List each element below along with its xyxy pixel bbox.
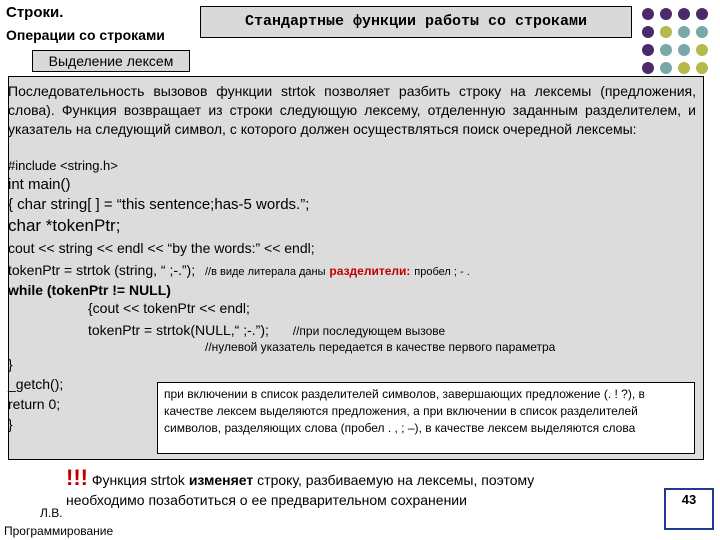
std-functions-banner: Стандартные функции работы со строками [200, 6, 632, 38]
note-box: при включении в список разделителей символов, завершающих предложение (. ! ?), в качестве лексем выделяются предложения, а при включении в список разделителей символов, разделяющих слова (пробел . , ; –), в качестве лексем выделяются слова [157, 382, 695, 454]
author-initials: Л.В. [40, 506, 63, 520]
decorative-dot [660, 26, 672, 38]
code-decl: { char string[ ] = “this sentence;has-5 words.”; [8, 196, 310, 213]
lexem-label-box: Выделение лексем [32, 50, 190, 72]
comment3: //нулевой указатель передается в качестве первого параметра [205, 340, 556, 354]
decorative-dot [678, 26, 690, 38]
decorative-dot [642, 8, 654, 20]
decorative-dot [696, 26, 708, 38]
comment1-red: разделители: [329, 264, 411, 278]
code-cout2: {cout << tokenPtr << endl; [88, 300, 250, 316]
bottom-text1: Функция strtok [91, 472, 185, 488]
footer-label: Программирование [4, 524, 114, 538]
decorative-dot [678, 8, 690, 20]
code-getch: _getch(); [8, 376, 64, 392]
bottom-text1b: изменяет [188, 472, 254, 488]
decorative-dot [696, 44, 708, 56]
decorative-dot [642, 26, 654, 38]
decorative-dot [696, 62, 708, 74]
code-ptr: char *tokenPtr; [8, 216, 121, 235]
code-main: int main() [8, 176, 71, 193]
description-paragraph: Последовательность вызовов функции strtok позволяет разбить строку на лексемы (предложения, слова). Функция возвращает из строки следующую лексему, отделенную заданным разделителем, и указатель на следующий символ, с которого должен осуществляться поиск очередной лексемы: [8, 83, 696, 137]
code-strtok1 [8, 262, 470, 278]
page-number-badge [664, 488, 714, 530]
code-return: return 0; [8, 396, 61, 412]
code-close1: } [8, 356, 13, 372]
bottom-note [66, 465, 636, 528]
strtok2-text: tokenPtr = strtok(NULL,“ ;-.”); [88, 322, 269, 338]
code-include: #include <string.h> [8, 158, 118, 173]
code-strtok2 [88, 322, 445, 338]
strtok1-text: tokenPtr = strtok (string, “ ;-.”); [8, 262, 196, 278]
code-cout1: cout << string << endl << “by the words:” << endl; [8, 240, 315, 256]
decorative-dot [660, 62, 672, 74]
decorative-dot [660, 8, 672, 20]
page-number: 43 [681, 492, 697, 507]
comment1: //в виде литерала даны [204, 266, 326, 278]
decorative-dot [678, 44, 690, 56]
code-close2: } [8, 416, 13, 432]
exclaim: !!! [66, 465, 88, 490]
comment2: //при последующем вызове [292, 324, 446, 338]
decorative-dots [642, 8, 714, 80]
decorative-dot [660, 44, 672, 56]
slide-subtitle: Операции со строками [6, 27, 165, 43]
decorative-dot [642, 62, 654, 74]
slide-title: Строки. [6, 4, 64, 21]
decorative-dot [696, 8, 708, 20]
bottom-text2: необходимо позаботиться о ее предварительном сохранении [66, 492, 467, 508]
code-while: while (tokenPtr != NULL) [8, 282, 171, 298]
decorative-dot [642, 44, 654, 56]
bottom-text1c: строку, разбиваемую на лексемы, поэтому [257, 472, 535, 488]
comment1-chars: пробел ; - . [414, 266, 470, 278]
decorative-dot [678, 62, 690, 74]
